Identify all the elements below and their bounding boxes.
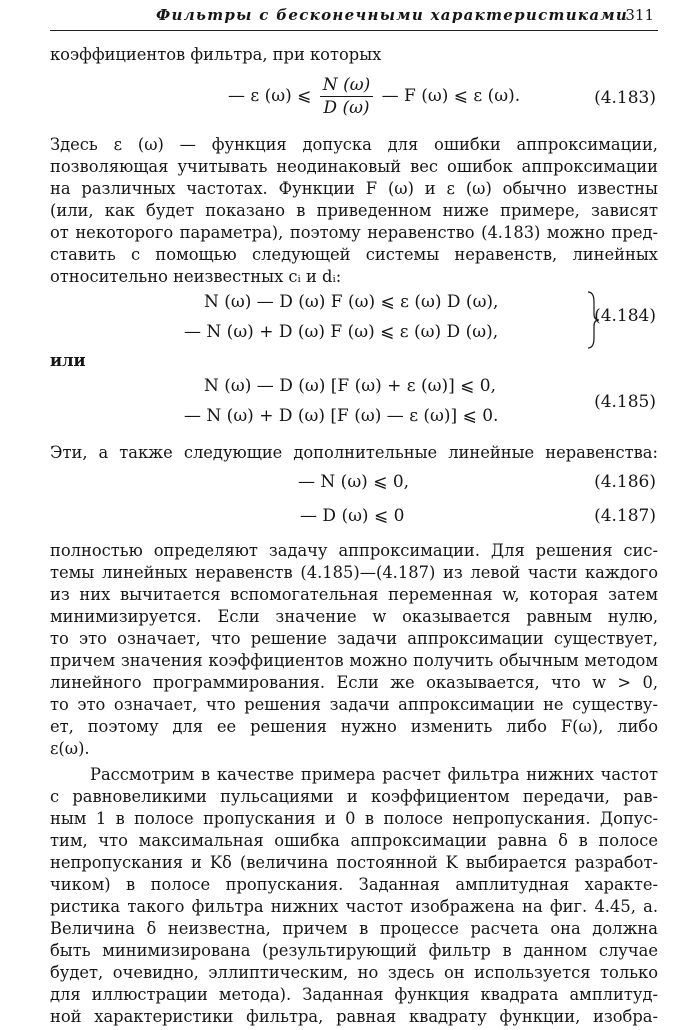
text-line: коэффициентов фильтра, при которых [50,45,382,64]
text-line: или [50,351,86,370]
text-line: линейного программирования. Если же оказывается, что w > 0, [50,673,658,692]
text-line: Рассмотрим в качестве примера расчет фильтра нижних частот [90,765,658,784]
text-line: ристика такого фильтра нижних частот изображена на фиг. 4.45, а. [50,897,658,916]
text-line: ным 1 в полосе пропускания и 0 в полосе непропускания. Допус- [50,809,658,828]
text-line: ставить с помощью следующей системы неравенств, линейных [50,245,658,264]
text-line: (или, как будет показано в приведенном ниже примере, зависят [50,201,658,220]
text-line: быть минимизирована (результирующий фильтр в данном случае [50,941,658,960]
text-line: от некоторого параметра), поэтому неравенство (4.183) можно пред- [50,223,658,242]
page-number: 311 [625,6,654,24]
equation-number: (4.185) [594,392,656,412]
eq183-numerator: N (ω) [320,74,373,97]
text-line: Эти, а также следующие дополнительные линейные неравенства: [50,443,658,462]
eq183-denominator: D (ω) [323,98,370,118]
text-line: будет, очевидно, эллиптическим, но здесь он используется только [50,963,658,982]
text-line: полностью определяют задачу аппроксимации. Для решения сис- [50,541,658,560]
running-title: Фильтры с бесконечными характеристиками [156,6,629,24]
text-line: то это означает, что решение задачи аппроксимации существует, [50,629,658,648]
equation-number: (4.183) [594,88,656,108]
text-line: ной характеристики фильтра, равная квадрату функции, изобра- [50,1007,658,1026]
text-line: то это означает, что решения задачи аппроксимации не существу- [50,695,658,714]
equation-4-185-line1: N (ω) — D (ω) [F (ω) + ε (ω)] ⩽ 0, [204,376,497,396]
text-line: минимизируется. Если значение w оказывается равным нулю, [50,607,658,626]
equation-4-184-line2: — N (ω) + D (ω) F (ω) ⩽ ε (ω) D (ω), [184,322,499,342]
text-line: причем значения коэффициентов можно получить обычным методом [50,651,658,670]
running-head [50,4,658,31]
text-line: ε(ω). [50,739,90,758]
eq183-right: — F (ω) ⩽ ε (ω). [381,86,521,106]
text-line: с равновеликими пульсациями и коэффициентом передачи, рав- [50,787,658,806]
equation-4-184-line1: N (ω) — D (ω) F (ω) ⩽ ε (ω) D (ω), [204,292,499,312]
equation-number: (4.187) [594,506,656,526]
equation-4-183 [228,74,520,119]
text-line: на различных частотах. Функции F (ω) и ε (ω) обычно известны [50,179,658,198]
equation-number: (4.186) [594,472,656,492]
text-line: чиком) в полосе пропускания. Заданная амплитудная характе- [50,875,658,894]
equation-number: (4.184) [594,306,656,326]
text-line: Здесь ε (ω) — функция допуска для ошибки аппроксимации, [50,135,658,154]
equation-4-186: — N (ω) ⩽ 0, [298,472,410,492]
text-line: для иллюстрации метода). Заданная функция квадрата амплитуд- [50,985,658,1004]
text-line: Величина δ неизвестна, причем в процессе расчета она должна [50,919,658,938]
equation-4-187: — D (ω) ⩽ 0 [300,506,405,526]
text-line: относительно неизвестных cᵢ и dᵢ: [50,267,342,286]
text-line: из них вычитается вспомогательная переменная w, которая затем [50,585,658,604]
equation-4-185-line2: — N (ω) + D (ω) [F (ω) — ε (ω)] ⩽ 0. [184,406,499,426]
text-line: темы линейных неравенств (4.185)—(4.187) из левой части каждого [50,563,658,582]
text-line: позволяющая учитывать неодинаковый вес ошибок аппроксимации [50,157,658,176]
text-line: тим, что максимальная ошибка аппроксимации равна δ в полосе [50,831,658,850]
eq183-fraction [320,74,373,119]
text-line: ет, поэтому для ее решения нужно изменить либо F(ω), либо [50,717,658,736]
eq183-left: — ε (ω) ⩽ [228,86,312,106]
text-line: непропускания и Kδ (величина постоянной K выбирается разработ- [50,853,658,872]
